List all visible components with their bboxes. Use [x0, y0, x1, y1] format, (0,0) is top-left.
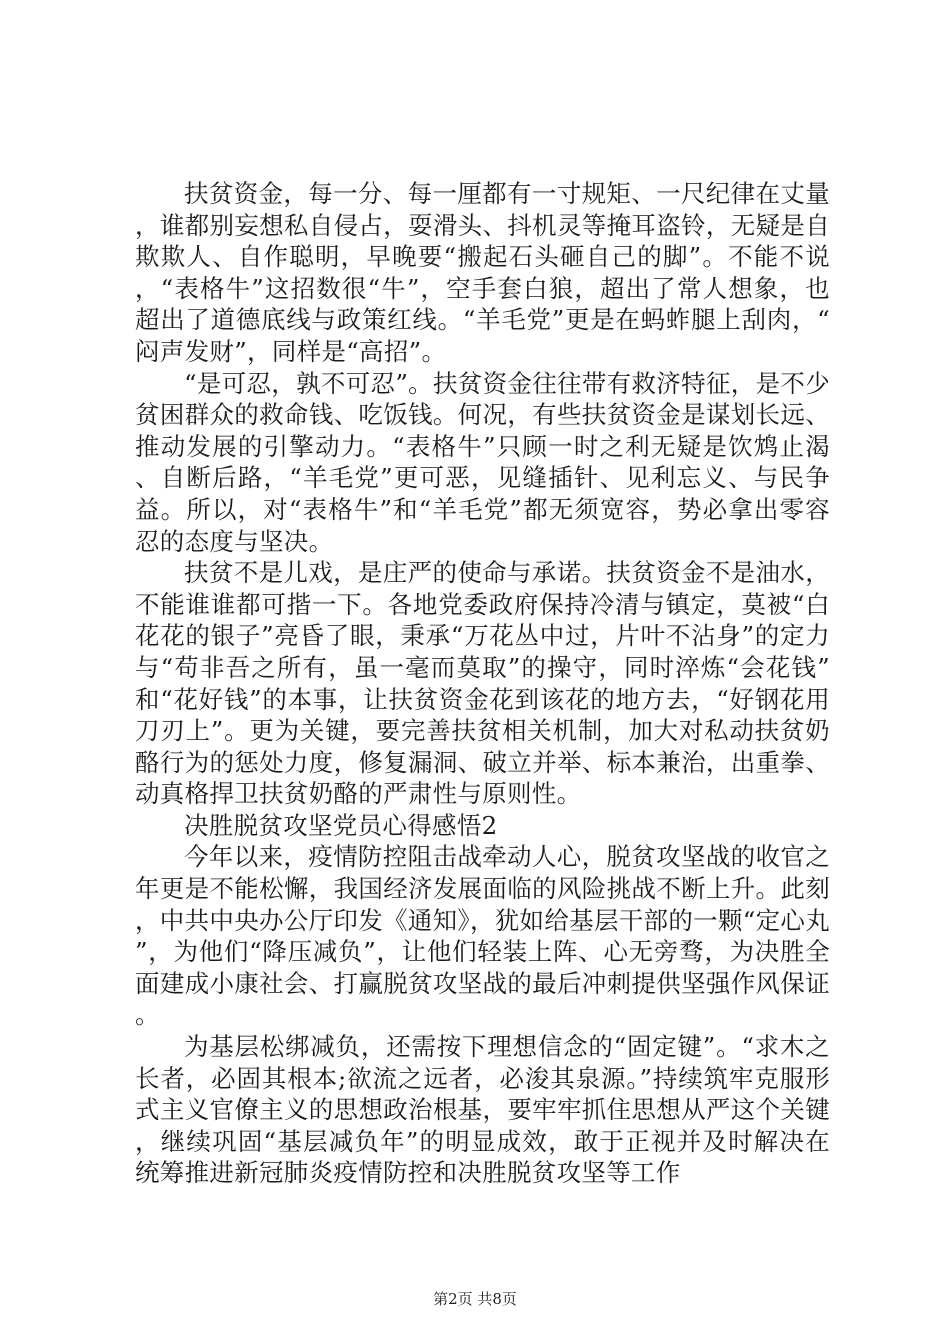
- paragraph-1: 扶贫资金，每一分、每一厘都有一寸规矩、一尺纪律在丈量，谁都别妄想私自侵占，耍滑头、抖机灵等掩耳盗铃，无疑是自欺欺人、自作聪明，早晚要“搬起石头砸自己的脚”。不能不说，“表格牛”这招数很“牛”，空手套白狼，超出了常人想象，也超出了道德底线与政策红线。“羊毛党”更是在蚂蚱腿上刮肉，“闷声发财”，同样是“高招”。: [135, 179, 830, 366]
- paragraph-5: 为基层松绑减负，还需按下理想信念的“固定键”。“求木之长者，必固其根本;欲流之远者，必浚其泉源。”持续筑牢克服形式主义官僚主义的思想政治根基，要牢牢抓住思想从严这个关键，继续巩固“基层减负年”的明显成效，敢于正视并及时解决在统筹推进新冠肺炎疫情防控和决胜脱贫攻坚等工作: [135, 1032, 830, 1188]
- document-body: [135, 178, 830, 1189]
- section-heading: 决胜脱贫攻坚党员心得感悟2: [184, 810, 498, 840]
- paragraph-2: “是可忍，孰不可忍”。扶贫资金往往带有救济特征，是不少贫困群众的救命钱、吃饭钱。何况，有些扶贫资金是谋划长远、推动发展的引擎动力。“表格牛”只顾一时之利无疑是饮鸩止渴、自断后路，“羊毛党”更可恶，见缝插针、见利忘义、与民争益。所以，对“表格牛”和“羊毛党”都无须宽容，势必拿出零容忍的态度与坚决。: [135, 368, 830, 556]
- paragraph-4: 今年以来，疫情防控阻击战牵动人心，脱贫攻坚战的收官之年更是不能松懈，我国经济发展面临的风险挑战不断上升。此刻，中共中央办公厅印发《通知》，犹如给基层干部的一颗“定心丸”，为他们“降压减负”，让他们轻装上阵、心无旁骛，为决胜全面建成小康社会、打赢脱贫攻坚战的最后冲刺提供坚强作风保证。: [135, 842, 830, 1030]
- page-number-footer: 第2页 共8页: [433, 1290, 517, 1308]
- paragraph-3: 扶贫不是儿戏，是庄严的使命与承诺。扶贫资金不是油水，不能谁谁都可揩一下。各地党委政府保持冷清与镇定，莫被“白花花的银子”亮昏了眼，秉承“万花丛中过，片叶不沾身”的定力与“苟非吾之所有，虽一毫而莫取”的操守，同时淬炼“会花钱”和“花好钱”的本事，让扶贫资金花到该花的地方去，“好钢花用刀刃上”。更为关键，要完善扶贫相关机制，加大对私动扶贫奶酪行为的惩处力度，修复漏洞、破立并举、标本兼治，出重拳、动真格捍卫扶贫奶酪的严肃性与原则性。: [135, 558, 831, 809]
